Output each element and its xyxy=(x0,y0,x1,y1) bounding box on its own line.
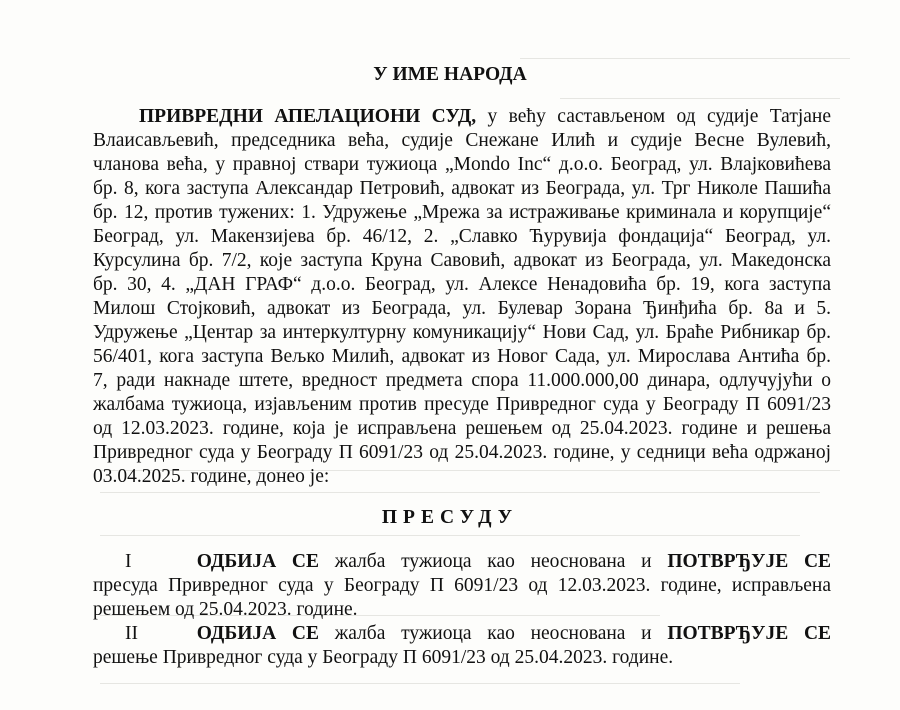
intro-line: 56/401, кога заступа Вељко Милић, адвокат из Новог Сада, ул. Мирослава Антића бр. xyxy=(93,346,831,367)
verdict-item-1-line-2: пресуда Привредног суда у Београду П 6091/23 од 12.03.2023. године, исправљена xyxy=(93,575,831,596)
intro-line: жалбама тужиоца, изјављеним против пресуде Привредног суда у Београду П 6091/23 xyxy=(93,394,831,415)
item-bold-confirms: ПОТВРЂУЈЕ СЕ xyxy=(667,623,832,644)
intro-line: Милош Стојковић, адвокат из Београда, ул. Булевар Зорана Ђинђића бр. 8а и 5. xyxy=(93,298,831,319)
item-bold-confirms: ПОТВРЂУЈЕ СЕ xyxy=(667,551,832,572)
verdict-item-2-line-1 xyxy=(125,622,831,646)
intro-line: Влаисављевић, председника већа, судије Снежане Илић и судије Весне Вулевић, xyxy=(93,130,831,151)
intro-line: Курсулина бр. 7/2, које заступа Круна Савовић, адвокат из Београда, ул. Македонска xyxy=(93,250,831,271)
intro-line: Привредног суда у Београду П 6091/23 од 25.04.2023. године, у седници већа одржаној xyxy=(93,442,831,463)
item-bold-rejects: ОДБИЈА СЕ xyxy=(196,623,320,644)
intro-line: од 12.03.2023. године, која је исправљена решењем од 25.04.2023. године и решења xyxy=(93,418,831,439)
document-title: У ИМЕ НАРОДА xyxy=(373,64,527,85)
intro-line: бр. 12, против тужених: 1. Удружење „Мрежа за истраживање криминала и корупције“ xyxy=(93,202,831,223)
intro-first-line-rest: у већу састављеном од судије Татјане xyxy=(487,106,831,127)
item-numeral: I xyxy=(125,551,132,572)
intro-line: бр. 8, кога заступа Александар Петровић, адвокат из Београда, ул. Трг Николе Пашића xyxy=(93,178,831,199)
item-mid-text: жалба тужиоца као неоснована и xyxy=(334,623,652,644)
intro-line: чланова већа, у правној ствари тужиоца „Mondo Inc“ д.о.о. Београд, ул. Влајковићева xyxy=(93,154,831,175)
item-numeral: II xyxy=(125,623,138,644)
verdict-item-1-line-3: решењем од 25.04.2023. године. xyxy=(93,599,358,620)
intro-first-line xyxy=(139,105,831,129)
intro-line: бр. 30, 4. „ДАН ГРАФ“ д.о.о. Београд, ул. Алексе Ненадовића бр. 19, кога заступа xyxy=(93,274,831,295)
intro-line: Београд, ул. Макензијева бр. 46/12, 2. „Славко Ћурувија фондација“ Београд, ул. xyxy=(93,226,831,247)
verdict-title: ПРЕСУДУ xyxy=(381,507,519,528)
verdict-item-1-line-1 xyxy=(125,550,831,574)
item-bold-rejects: ОДБИЈА СЕ xyxy=(196,551,320,572)
item-mid-text: жалба тужиоца као неоснована и xyxy=(334,551,652,572)
verdict-item-2-line-2: решење Привредног суда у Београду П 6091/23 од 25.04.2023. године. xyxy=(93,647,674,668)
intro-line: Удружење „Центар за интеркултурну комуникацију“ Нови Сад, ул. Браће Рибникар бр. xyxy=(93,322,831,343)
intro-line: 7, ради накнаде штете, вредност предмета спора 11.000.000,00 динара, одлучујући о xyxy=(93,370,831,391)
intro-last-line: 03.04.2025. године, донео је: xyxy=(93,466,330,487)
court-name: ПРИВРЕДНИ АПЕЛАЦИОНИ СУД, xyxy=(139,106,477,127)
